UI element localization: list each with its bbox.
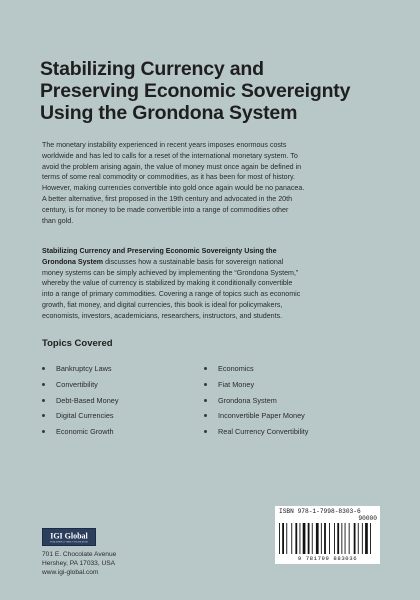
logo-subtext: PUBLISHER of TIMELY KNOWLEDGE [50, 541, 88, 544]
description-line: into a range of primary commodities. Covering a range of topics such as economic [42, 290, 301, 299]
barcode-bars-icon [279, 523, 376, 555]
logo-text: IGI Global [50, 531, 88, 541]
topic-item: Real Currency Convertibility [204, 424, 308, 440]
title-line: Stabilizing Currency and [40, 58, 264, 80]
topic-item: Debt-Based Money [42, 393, 118, 409]
isbn-text: ISBN 978-1-7998-8303-6 [279, 508, 361, 515]
address-line: www.igi-global.com [42, 569, 99, 577]
topic-item: Economic Growth [42, 424, 118, 440]
topic-item: Digital Currencies [42, 408, 118, 424]
bullet-icon [42, 399, 45, 402]
book-title-inline: Stabilizing Currency and Preserving Economic Sovereignty Using the [42, 247, 277, 255]
intro-line: worldwide and has led to calls for a reset of the international monetary system. To [42, 151, 298, 160]
publisher-address [42, 550, 116, 578]
description-text: discusses how a sustainable basis for sovereign national [103, 257, 284, 266]
intro-line: avoid the problem arising again, the value of money must once again be defined in [42, 162, 302, 171]
topic-item: Bankruptcy Laws [42, 361, 118, 377]
bullet-icon [42, 430, 45, 433]
book-title [40, 58, 380, 124]
address-line: 701 E. Chocolate Avenue [42, 551, 117, 558]
bullet-icon [204, 414, 207, 417]
topics-list-right [204, 361, 308, 440]
topic-item: Inconvertible Paper Money [204, 408, 308, 424]
bullet-icon [204, 399, 207, 402]
bullet-icon [204, 383, 207, 386]
publisher-logo [42, 528, 96, 546]
intro-line: A better alternative, first proposed in the 19th century and advocated in the 20th [42, 194, 293, 203]
bullet-icon [42, 367, 45, 370]
topics-heading: Topics Covered [42, 338, 113, 349]
barcode-number: 9 781799 883036 [297, 555, 358, 562]
description-line: economists, investors, academicians, researchers, instructors, and students. [42, 311, 283, 320]
title-line: Preserving Economic Sovereignty [40, 80, 351, 102]
topic-item: Economics [204, 361, 308, 377]
bullet-icon [42, 383, 45, 386]
price-code: 90000 [358, 515, 377, 522]
description-line: whereby the value of currency is stabilized by making it conditionally convertible [42, 279, 293, 288]
book-title-inline: Grondona System [42, 257, 104, 266]
address-line: Hershey, PA 17033, USA [42, 560, 116, 568]
intro-line: However, making currencies convertible into gold once again would be no panacea. [42, 184, 305, 193]
intro-line: century, is for money to be made convertible into a range of commodities other [42, 205, 289, 214]
description-line: growth, fiat money, and digital currencies, this book is ideal for policymakers, [42, 300, 283, 309]
topics-list-left [42, 361, 118, 440]
topic-item: Convertibility [42, 377, 118, 393]
bullet-icon [204, 430, 207, 433]
title-line: Using the Grondona System [40, 102, 298, 124]
description-line: money systems can be simply achieved by implementing the “Grondona System,” [42, 268, 299, 277]
igi-global-logo-icon [44, 530, 94, 544]
bullet-icon [204, 367, 207, 370]
intro-line: than gold. [42, 216, 74, 225]
bullet-icon [42, 414, 45, 417]
intro-paragraph [42, 140, 378, 226]
intro-line: terms of some real commodity or commodities, as it has been for most of history. [42, 173, 295, 182]
topic-item: Fiat Money [204, 377, 308, 393]
intro-line: The monetary instability experienced in recent years imposes enormous costs [42, 141, 287, 149]
description-paragraph [42, 246, 378, 322]
isbn-barcode [275, 506, 380, 564]
topic-item: Grondona System [204, 393, 308, 409]
